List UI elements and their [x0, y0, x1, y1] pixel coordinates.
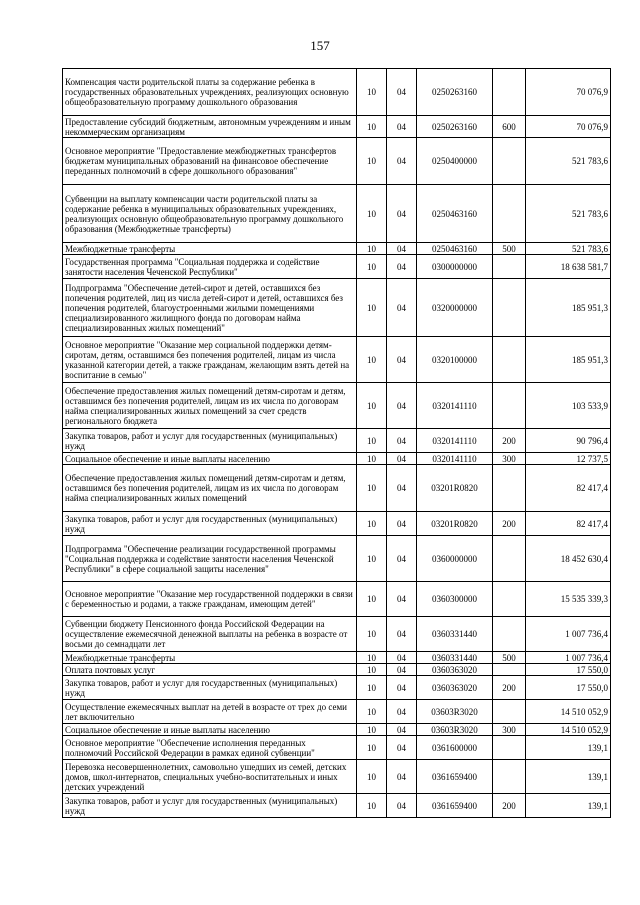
row-name-cell: Закупка товаров, работ и услуг для государственных (муниципальных) нужд — [63, 429, 357, 453]
row-subsection-cell: 04 — [387, 279, 417, 337]
row-expense-type-cell: 500 — [493, 243, 526, 255]
row-section-cell: 10 — [357, 676, 387, 700]
row-name-cell: Закупка товаров, работ и услуг для государственных (муниципальных) нужд — [63, 794, 357, 818]
row-name-cell: Предоставление субсидий бюджетным, автономным учреждениям и иным некоммерческим организациям — [63, 116, 357, 138]
row-name-cell: Подпрограмма "Обеспечение реализации государственной программы "Социальная поддержка и содействие занятости населения Чеченской Республики" в сфере социальной защиты населения" — [63, 536, 357, 582]
row-section-cell: 10 — [357, 279, 387, 337]
row-amount-cell: 70 076,9 — [526, 116, 611, 138]
row-subsection-cell: 04 — [387, 617, 417, 652]
row-subsection-cell: 04 — [387, 185, 417, 243]
row-expense-type-cell — [493, 337, 526, 383]
row-target-article-cell: 0320100000 — [417, 337, 493, 383]
row-name-cell: Основное мероприятие "Оказание мер социальной поддержки детям-сиротам, детям, оставшимся без попечения родителей, лицам из числа указанной категории детей, а также гражданам, желающим взять детей на воспитание в семью" — [63, 337, 357, 383]
row-target-article-cell: 0320141110 — [417, 429, 493, 453]
row-expense-type-cell — [493, 465, 526, 512]
row-target-article-cell: 0361600000 — [417, 736, 493, 760]
row-expense-type-cell — [493, 760, 526, 794]
table-row — [63, 760, 611, 794]
row-subsection-cell: 04 — [387, 582, 417, 617]
table-row — [63, 116, 611, 138]
row-subsection-cell: 04 — [387, 383, 417, 429]
row-name-cell: Основное мероприятие "Обеспечение исполнения переданных полномочий Российской Федерации в рамках единой субвенции" — [63, 736, 357, 760]
table-row — [63, 429, 611, 453]
row-section-cell: 10 — [357, 383, 387, 429]
row-section-cell: 10 — [357, 243, 387, 255]
row-expense-type-cell — [493, 617, 526, 652]
row-target-article-cell: 0250263160 — [417, 116, 493, 138]
row-section-cell: 10 — [357, 512, 387, 536]
table-row — [63, 652, 611, 664]
table-row — [63, 279, 611, 337]
row-section-cell: 10 — [357, 700, 387, 724]
row-subsection-cell: 04 — [387, 512, 417, 536]
row-amount-cell: 1 007 736,4 — [526, 617, 611, 652]
row-target-article-cell: 0320141110 — [417, 383, 493, 429]
row-amount-cell: 1 007 736,4 — [526, 652, 611, 664]
row-subsection-cell: 04 — [387, 138, 417, 185]
row-amount-cell: 14 510 052,9 — [526, 700, 611, 724]
row-section-cell: 10 — [357, 116, 387, 138]
row-section-cell: 10 — [357, 69, 387, 116]
row-section-cell: 10 — [357, 652, 387, 664]
row-subsection-cell: 04 — [387, 700, 417, 724]
row-subsection-cell: 04 — [387, 243, 417, 255]
row-subsection-cell: 04 — [387, 337, 417, 383]
table-row — [63, 383, 611, 429]
row-expense-type-cell — [493, 582, 526, 617]
row-target-article-cell: 03201R0820 — [417, 512, 493, 536]
row-expense-type-cell — [493, 383, 526, 429]
row-target-article-cell: 0320141110 — [417, 453, 493, 465]
row-expense-type-cell — [493, 700, 526, 724]
row-target-article-cell: 0320000000 — [417, 279, 493, 337]
row-amount-cell: 70 076,9 — [526, 69, 611, 116]
table-row — [63, 676, 611, 700]
row-section-cell: 10 — [357, 465, 387, 512]
row-expense-type-cell — [493, 185, 526, 243]
row-amount-cell: 15 535 339,3 — [526, 582, 611, 617]
row-amount-cell: 18 638 581,7 — [526, 255, 611, 279]
row-name-cell: Подпрограмма "Обеспечение детей-сирот и детей, оставшихся без попечения родителей, лиц из числа детей-сирот и детей, оставшихся без попечения родителей, благоустроенными жилыми помещениями специализированного жилищного фонда по договорам найма специализированных жилых помещений" — [63, 279, 357, 337]
row-amount-cell: 185 951,3 — [526, 337, 611, 383]
row-subsection-cell: 04 — [387, 116, 417, 138]
row-section-cell: 10 — [357, 760, 387, 794]
row-amount-cell: 139,1 — [526, 736, 611, 760]
row-expense-type-cell — [493, 138, 526, 185]
row-subsection-cell: 04 — [387, 69, 417, 116]
row-section-cell: 10 — [357, 736, 387, 760]
table-row — [63, 255, 611, 279]
row-section-cell: 10 — [357, 617, 387, 652]
row-section-cell: 10 — [357, 255, 387, 279]
row-target-article-cell: 0361659400 — [417, 794, 493, 818]
row-name-cell: Социальное обеспечение и иные выплаты населению — [63, 453, 357, 465]
row-target-article-cell: 03603R3020 — [417, 724, 493, 736]
row-target-article-cell: 0360000000 — [417, 536, 493, 582]
row-subsection-cell: 04 — [387, 676, 417, 700]
row-subsection-cell: 04 — [387, 255, 417, 279]
table-row — [63, 664, 611, 676]
row-subsection-cell: 04 — [387, 736, 417, 760]
row-subsection-cell: 04 — [387, 652, 417, 664]
row-amount-cell: 139,1 — [526, 760, 611, 794]
row-name-cell: Межбюджетные трансферты — [63, 243, 357, 255]
row-section-cell: 10 — [357, 794, 387, 818]
table-row — [63, 724, 611, 736]
row-section-cell: 10 — [357, 337, 387, 383]
row-subsection-cell: 04 — [387, 453, 417, 465]
page-number: 157 — [310, 38, 330, 53]
row-expense-type-cell: 500 — [493, 652, 526, 664]
row-section-cell: 10 — [357, 582, 387, 617]
row-amount-cell: 17 550,0 — [526, 676, 611, 700]
row-name-cell: Социальное обеспечение и иные выплаты населению — [63, 724, 357, 736]
row-subsection-cell: 04 — [387, 724, 417, 736]
row-name-cell: Основное мероприятие "Оказание мер государственной поддержки в связи с беременностью и родами, а также гражданам, имеющим детей" — [63, 582, 357, 617]
row-subsection-cell: 04 — [387, 429, 417, 453]
row-target-article-cell: 0360331440 — [417, 617, 493, 652]
row-name-cell: Закупка товаров, работ и услуг для государственных (муниципальных) нужд — [63, 512, 357, 536]
row-name-cell: Государственная программа "Социальная поддержка и содействие занятости населения Чеченской Республики" — [63, 255, 357, 279]
row-target-article-cell: 0250463160 — [417, 185, 493, 243]
table-row — [63, 465, 611, 512]
table-row — [63, 453, 611, 465]
row-expense-type-cell: 200 — [493, 794, 526, 818]
table-row — [63, 69, 611, 116]
row-expense-type-cell — [493, 664, 526, 676]
row-expense-type-cell — [493, 536, 526, 582]
row-name-cell: Обеспечение предоставления жилых помещений детям-сиротам и детям, оставшимся без попечения родителей, лицам из их числа по договорам найма специализированных жилых помещений — [63, 465, 357, 512]
row-name-cell: Закупка товаров, работ и услуг для государственных (муниципальных) нужд — [63, 676, 357, 700]
row-expense-type-cell: 200 — [493, 512, 526, 536]
row-section-cell: 10 — [357, 536, 387, 582]
row-amount-cell: 185 951,3 — [526, 279, 611, 337]
row-target-article-cell: 0250400000 — [417, 138, 493, 185]
row-name-cell: Перевозка несовершеннолетних, самовольно ушедших из семей, детских домов, школ-интернатов, специальных учебно-воспитательных и иных детских учреждений — [63, 760, 357, 794]
table-row — [63, 617, 611, 652]
row-target-article-cell: 0360363020 — [417, 676, 493, 700]
row-section-cell: 10 — [357, 664, 387, 676]
row-amount-cell: 12 737,5 — [526, 453, 611, 465]
row-target-article-cell: 0360300000 — [417, 582, 493, 617]
row-name-cell: Обеспечение предоставления жилых помещений детям-сиротам и детям, оставшимся без попечения родителей, лицам из их числа по договорам найма специализированных жилых помещений за счет средств регионального бюджета — [63, 383, 357, 429]
budget-table — [62, 68, 611, 818]
table-row — [63, 794, 611, 818]
row-expense-type-cell: 300 — [493, 453, 526, 465]
row-expense-type-cell: 200 — [493, 429, 526, 453]
row-name-cell: Компенсация части родительской платы за содержание ребенка в государственных образовательных учреждениях, реализующих основную общеобразовательную программу дошкольного образования — [63, 69, 357, 116]
table-row — [63, 512, 611, 536]
row-target-article-cell: 0250463160 — [417, 243, 493, 255]
row-amount-cell: 521 783,6 — [526, 185, 611, 243]
row-subsection-cell: 04 — [387, 465, 417, 512]
row-expense-type-cell: 300 — [493, 724, 526, 736]
row-section-cell: 10 — [357, 138, 387, 185]
row-section-cell: 10 — [357, 185, 387, 243]
row-section-cell: 10 — [357, 724, 387, 736]
row-target-article-cell: 03603R3020 — [417, 700, 493, 724]
row-amount-cell: 18 452 630,4 — [526, 536, 611, 582]
row-expense-type-cell: 600 — [493, 116, 526, 138]
row-expense-type-cell: 200 — [493, 676, 526, 700]
row-expense-type-cell — [493, 69, 526, 116]
row-amount-cell: 521 783,6 — [526, 243, 611, 255]
row-subsection-cell: 04 — [387, 536, 417, 582]
row-target-article-cell: 0360363020 — [417, 664, 493, 676]
row-amount-cell: 521 783,6 — [526, 138, 611, 185]
table-row — [63, 700, 611, 724]
row-target-article-cell: 0360331440 — [417, 652, 493, 664]
row-name-cell: Оплата почтовых услуг — [63, 664, 357, 676]
row-amount-cell: 17 550,0 — [526, 664, 611, 676]
row-expense-type-cell — [493, 736, 526, 760]
row-section-cell: 10 — [357, 429, 387, 453]
row-amount-cell: 82 417,4 — [526, 512, 611, 536]
row-expense-type-cell — [493, 255, 526, 279]
row-section-cell: 10 — [357, 453, 387, 465]
table-row — [63, 736, 611, 760]
table-row — [63, 243, 611, 255]
row-amount-cell: 82 417,4 — [526, 465, 611, 512]
row-subsection-cell: 04 — [387, 664, 417, 676]
row-expense-type-cell — [493, 279, 526, 337]
row-target-article-cell: 0361659400 — [417, 760, 493, 794]
row-target-article-cell: 03201R0820 — [417, 465, 493, 512]
table-row — [63, 536, 611, 582]
row-name-cell: Осуществление ежемесячных выплат на детей в возрасте от трех до семи лет включительно — [63, 700, 357, 724]
table-row — [63, 337, 611, 383]
row-amount-cell: 90 796,4 — [526, 429, 611, 453]
row-subsection-cell: 04 — [387, 794, 417, 818]
row-name-cell: Субвенции на выплату компенсации части родительской платы за содержание ребенка в муниципальных образовательных учреждениях, реализующих основную общеобразовательную программу дошкольного образования (Межбюджетные трансферты) — [63, 185, 357, 243]
row-target-article-cell: 0300000000 — [417, 255, 493, 279]
row-name-cell: Межбюджетные трансферты — [63, 652, 357, 664]
table-row — [63, 138, 611, 185]
row-subsection-cell: 04 — [387, 760, 417, 794]
row-amount-cell: 139,1 — [526, 794, 611, 818]
row-amount-cell: 103 533,9 — [526, 383, 611, 429]
row-target-article-cell: 0250263160 — [417, 69, 493, 116]
row-name-cell: Субвенции бюджету Пенсионного фонда Российской Федерации на осуществление ежемесячной денежной выплаты на ребенка в возрасте от восьми до семнадцати лет — [63, 617, 357, 652]
table-row — [63, 185, 611, 243]
budget-table-body — [63, 69, 611, 818]
row-amount-cell: 14 510 052,9 — [526, 724, 611, 736]
row-name-cell: Основное мероприятие "Предоставление межбюджетных трансфертов бюджетам муниципальных образований на финансовое обеспечение переданных полномочий в сфере дошкольного образования" — [63, 138, 357, 185]
table-row — [63, 582, 611, 617]
